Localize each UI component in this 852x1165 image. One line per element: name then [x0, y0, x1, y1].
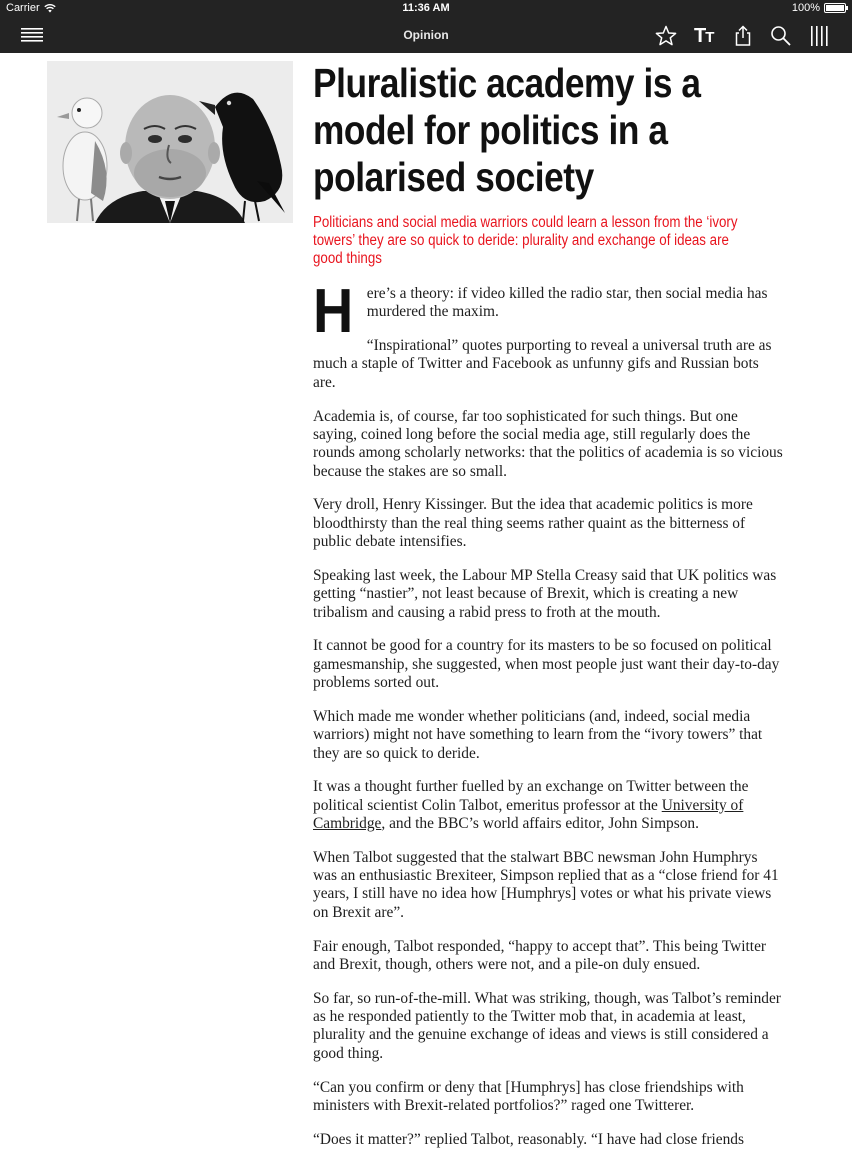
share-button[interactable]: [731, 24, 755, 48]
text-size-icon: TT: [694, 25, 714, 47]
paragraph: Speaking last week, the Labour MP Stella Creasy said that UK politics was getting “nastier”, not least because of Brexit, which is creating a new tribalism and causing a rabid press to froth at the mouth.: [313, 566, 777, 621]
clock: 11:36 AM: [402, 2, 450, 14]
share-icon: [731, 24, 755, 48]
article-body: [313, 277, 785, 1165]
university-of-cambridge-link[interactable]: University of Cambridge: [313, 796, 744, 832]
paragraph: It cannot be good for a country for its masters to be so focused on political gamesmanship, she suggested, when most people just want their day-to-day problems sorted out.: [313, 637, 780, 692]
paragraph: Academia is, of course, far too sophisticated for such things. But one saying, coined long before the social media age, still regularly does the rounds among scholarly networks: that the politics of academia is so vicious because the stakes are so small.: [313, 407, 783, 480]
battery-percent: 100%: [791, 2, 820, 14]
paragraph: So far, so run-of-the-mill. What was striking, though, was Talbot’s reminder as he responded patiently to the Twitter mob that, in academia at least, plurality and the genuine exchange of ideas and views is still considered a good thing.: [313, 989, 781, 1062]
article-standfirst: Politicians and social media warriors could learn a lesson from the ‘ivory towers’ they are so quick to deride: plurality and exchange of ideas are good things: [313, 214, 738, 267]
paragraph-text: ere’s a theory: if video killed the radio star, then social media has murdered the maxim.: [366, 285, 768, 321]
battery-status: [792, 2, 846, 14]
menu-button[interactable]: [21, 25, 45, 45]
search-icon: [769, 24, 793, 48]
star-icon: [654, 24, 678, 48]
bookmark-button[interactable]: [654, 24, 678, 48]
paragraph: “Inspirational” quotes purporting to reveal a universal truth are as much a staple of Twitter and Facebook as unfunny gifs and Russian bots are.: [313, 337, 772, 391]
hero-illustration: [47, 61, 293, 223]
sections-icon: [808, 24, 832, 48]
section-title: Opinion: [403, 28, 449, 42]
article-headline: Pluralistic academy is a model for politics in a polarised society: [313, 60, 701, 200]
paragraph: [313, 277, 785, 346]
status-bar: [0, 0, 852, 18]
drop-cap: H: [313, 277, 354, 346]
paragraph: Very droll, Henry Kissinger. But the idea that academic politics is more bloodthirsty than the real thing seems rather quaint as the bitterness of public debate intensifies.: [313, 496, 753, 551]
top-toolbar: [0, 18, 852, 53]
carrier-label: Carrier: [6, 2, 40, 14]
battery-icon: [824, 3, 846, 13]
text-size-button[interactable]: [694, 24, 718, 48]
paragraph: “Can you confirm or deny that [Humphrys] has close friendships with ministers with Brexit-related portfolios?” raged one Twitterer.: [313, 1078, 744, 1114]
sections-button[interactable]: [808, 24, 832, 48]
paragraph: “Does it matter?” replied Talbot, reasonably. “I have had close friends: [313, 1130, 744, 1148]
paragraph-text: It was a thought further fuelled by an exchange on Twitter between the political scientist Colin Talbot, emeritus professor at the: [313, 778, 749, 814]
paragraph-text: , and the BBC’s world affairs editor, John Simpson.: [381, 814, 699, 832]
paragraph: Which made me wonder whether politicians (and, indeed, social media warriors) might not have something to learn from the “ivory towers” that they are so quick to deride.: [313, 707, 763, 762]
paragraph: When Talbot suggested that the stalwart BBC newsman John Humphrys was an enthusiastic Brexiteer, Simpson replied that as a “close friend for 41 years, I still have no idea how [Humphrys] votes or what his private views on Brexit are”.: [313, 848, 779, 921]
paragraph: [313, 778, 785, 833]
paragraph: Fair enough, Talbot responded, “happy to accept that”. This being Twitter and Brexit, though, others were not, and a pile-on duly ensued.: [313, 937, 767, 973]
search-button[interactable]: [769, 24, 793, 48]
article-hero-image[interactable]: [47, 61, 293, 223]
menu-icon: [21, 25, 45, 45]
